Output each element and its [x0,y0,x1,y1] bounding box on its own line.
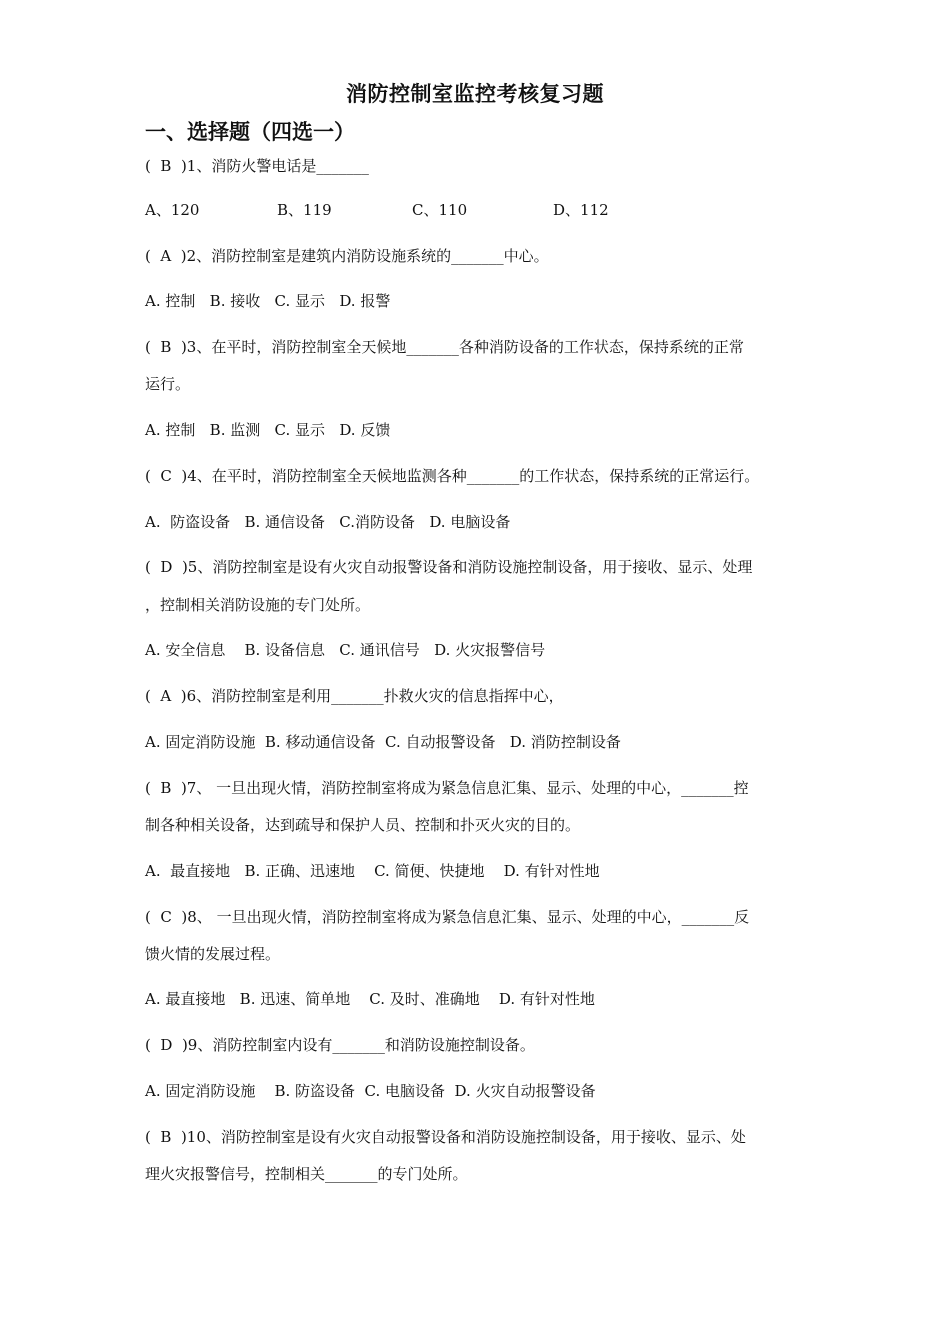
q1-option-a: A、120 [145,201,200,219]
question-2: ( A )2、消防控制室是建筑内消防设施系统的_______中心。 [145,247,549,265]
q9-options: A. 固定消防设施 B. 防盗设备 C. 电脑设备 D. 火灾自动报警设备 [145,1082,596,1100]
page-title: 消防控制室监控考核复习题 [346,82,604,106]
section-heading: 一、选择题（四选一） [145,120,355,144]
q2-options: A. 控制 B. 接收 C. 显示 D. 报警 [145,292,391,310]
question-3-cont: 运行。 [145,375,191,393]
q3-options: A. 控制 B. 监测 C. 显示 D. 反馈 [145,421,391,439]
q7-options: A. 最直接地 B. 正确、迅速地 C. 简便、快捷地 D. 有针对性地 [145,862,600,880]
question-7: ( B )7、 一旦出现火情，消防控制室将成为紧急信息汇集、显示、处理的中心，_______控 [145,779,749,797]
q1-option-b: B、119 [277,201,332,219]
q4-options: A. 防盗设备 B. 通信设备 C.消防设备 D. 电脑设备 [145,513,511,531]
question-8: ( C )8、 一旦出现火情，消防控制室将成为紧急信息汇集、显示、处理的中心，_______反 [145,908,750,926]
question-4: ( C )4、在平时，消防控制室全天候地监测各种_______的工作状态，保持系统的正常运行。 [145,467,760,485]
question-8-cont: 馈火情的发展过程。 [145,945,281,963]
question-7-cont: 制各种相关设备，达到疏导和保护人员、控制和扑灭火灾的目的。 [145,816,581,834]
q1-option-d: D、112 [553,201,609,219]
q8-options: A. 最直接地 B. 迅速、简单地 C. 及时、准确地 D. 有针对性地 [145,990,595,1008]
question-5: ( D )5、消防控制室是设有火灾自动报警设备和消防设施控制设备，用于接收、显示、处理 [145,558,753,576]
question-5-cont: ，控制相关消防设施的专门处所。 [145,596,371,614]
q1-option-c: C、110 [412,201,468,219]
question-3: ( B )3、在平时，消防控制室全天候地_______各种消防设备的工作状态，保持系统的正常 [145,338,744,356]
question-1: ( B )1、消防火警电话是_______ [145,157,369,175]
question-10: ( B )10、消防控制室是设有火灾自动报警设备和消防设施控制设备，用于接收、显示、处 [145,1128,746,1146]
question-9: ( D )9、消防控制室内设有_______和消防设施控制设备。 [145,1036,535,1054]
question-10-cont: 理火灾报警信号，控制相关_______的专门处所。 [145,1165,468,1183]
q5-options: A. 安全信息 B. 设备信息 C. 通讯信号 D. 火灾报警信号 [145,641,546,659]
q6-options: A. 固定消防设施 B. 移动通信设备 C. 自动报警设备 D. 消防控制设备 [145,733,621,751]
question-6: ( A )6、消防控制室是利用_______扑救火灾的信息指挥中心， [145,687,564,705]
